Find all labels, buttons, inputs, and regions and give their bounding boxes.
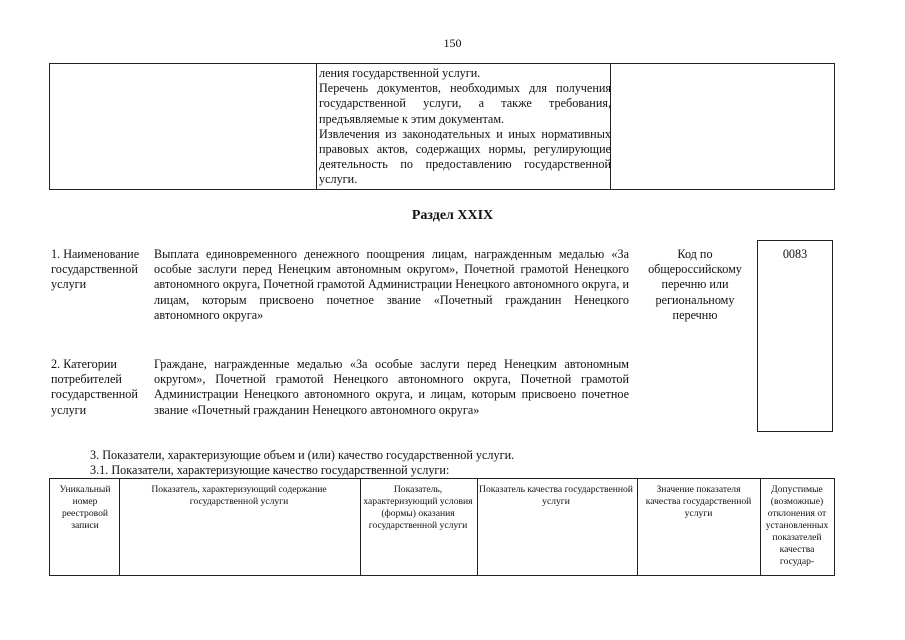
table-column-divider	[316, 64, 317, 189]
table-header-cell: Уникальный номер реестровой записи	[59, 484, 111, 531]
page-number: 150	[443, 36, 462, 50]
table-header-cell: Показатель, характеризующий условия (формы) оказания государственной услуги	[363, 484, 473, 531]
section-title: Раздел XXIX	[411, 208, 494, 223]
table-column-divider	[760, 479, 761, 575]
table-header-cell: Показатель, характеризующий содержание государственной услуги	[151, 484, 327, 507]
table-column-divider	[360, 479, 361, 575]
table-header-cell: Допустимые (возможные) отклонения от установленных показателей качества государ-	[765, 484, 829, 567]
table-column-divider	[119, 479, 120, 575]
continuation-line: Извлечения из законодательных и иных нормативных правовых актов, содержащих нормы, регулирующие деятельность по предоставлению государственной услуги.	[319, 126, 611, 187]
consumers-text: Граждане, награжденные медалью «За особые заслуги перед Ненецким автономным округом», Почетной грамотой Ненецкого автономного округа, Почетной грамотой Администрации Ненецкого автономного округа, и лицам, которым присвоено почетное звание «Почетный гражданин Ненецкого автономного округа»	[154, 357, 629, 417]
table-header-cell: Показатель качества государственной услуги	[479, 484, 633, 507]
continuation-line: Перечень документов, необходимых для получения государственной услуги, а также требования, предъявляемые к этим документам.	[319, 81, 611, 126]
quality-indicators-heading: 3.1. Показатели, характеризующие качество государственной услуги:	[90, 463, 450, 477]
continuation-cell-text	[319, 66, 611, 188]
service-name-label: 1. Наименование государственной услуги	[51, 247, 140, 292]
consumers-label: 2. Категории потребителей государственной услуги	[51, 357, 138, 417]
table-column-divider	[637, 479, 638, 575]
table-header-cell: Значение показателя качества государственной услуги	[645, 484, 752, 519]
continuation-line: ления государственной услуги.	[319, 66, 481, 80]
code-value: 0083	[782, 247, 808, 261]
service-name-text: Выплата единовременного денежного поощрения лицам, награжденным медалью «За особые заслуги перед Ненецким автономным округом», Почетной грамотой Ненецкого автономного округа, Почетной грамотой Администрации Ненецкого автономного округа, и лицам, которым присвоено почетное звание «Почетный гражданин Ненецкого автономного округа»	[154, 247, 629, 322]
indicators-heading: 3. Показатели, характеризующие объем и (или) качество государственной услуги.	[90, 448, 515, 462]
code-label: Код по общероссийскому перечню или региональному перечню	[648, 247, 742, 322]
table-column-divider	[477, 479, 478, 575]
code-box	[757, 240, 833, 432]
